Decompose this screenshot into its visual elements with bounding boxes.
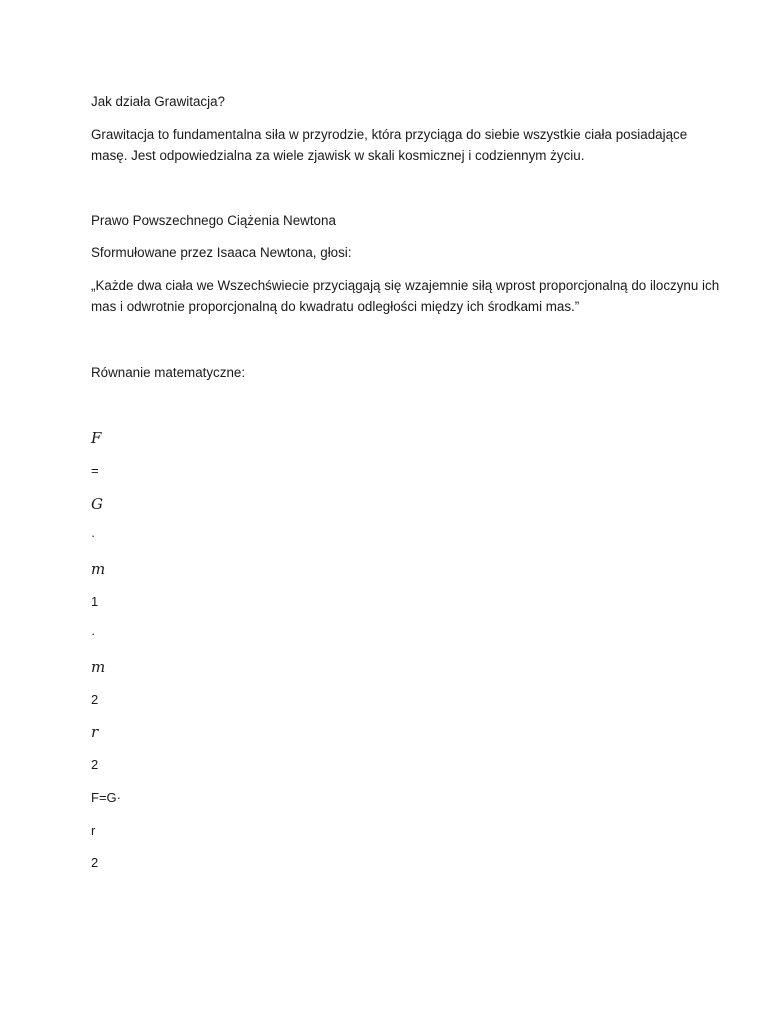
intro-paragraph — [91, 125, 691, 166]
section-heading: Prawo Powszechnego Ciążenia Newtona — [91, 213, 336, 228]
newton-quote — [91, 276, 720, 317]
eq-token-dot-2: · — [91, 626, 96, 641]
eq-token-exponent-2: 2 — [91, 757, 99, 772]
eq-token-subscript-2: 2 — [91, 692, 99, 707]
intro-line-1: Grawitacja to fundamentalna siła w przyrodzie, która przyciąga do siebie wszystkie ciała posiadające — [91, 127, 688, 142]
eq-plain-text-fg: F=G· — [91, 790, 121, 805]
eq-token-equals: = — [91, 463, 99, 478]
eq-token-G: G — [91, 495, 103, 513]
quote-line-1: „Każde dwa ciała we Wszechświecie przyciągają się wzajemnie siłą wprost proporcjonalną do iloczynu ich — [91, 278, 720, 293]
intro-line-2: masę. Jest odpowiedzialna za wiele zjawisk w skali kosmicznej i codziennym życiu. — [91, 147, 585, 163]
eq-plain-text-2: 2 — [91, 855, 99, 870]
quote-line-2: mas i odwrotnie proporcjonalną do kwadratu odległości między ich środkami mas.” — [91, 298, 580, 314]
eq-token-subscript-1: 1 — [91, 594, 99, 609]
equation-label: Równanie matematyczne: — [91, 365, 246, 380]
formulated-by-text: Sformułowane przez Isaaca Newtona, głosi: — [91, 245, 352, 260]
document-title: Jak działa Grawitacja? — [91, 94, 225, 109]
eq-plain-text-r: r — [91, 823, 96, 838]
eq-token-m2: m — [91, 658, 106, 676]
eq-token-F: F — [91, 429, 102, 447]
eq-token-r: r — [91, 723, 99, 741]
eq-token-m1: m — [91, 560, 106, 578]
eq-token-dot-1: · — [91, 528, 96, 543]
